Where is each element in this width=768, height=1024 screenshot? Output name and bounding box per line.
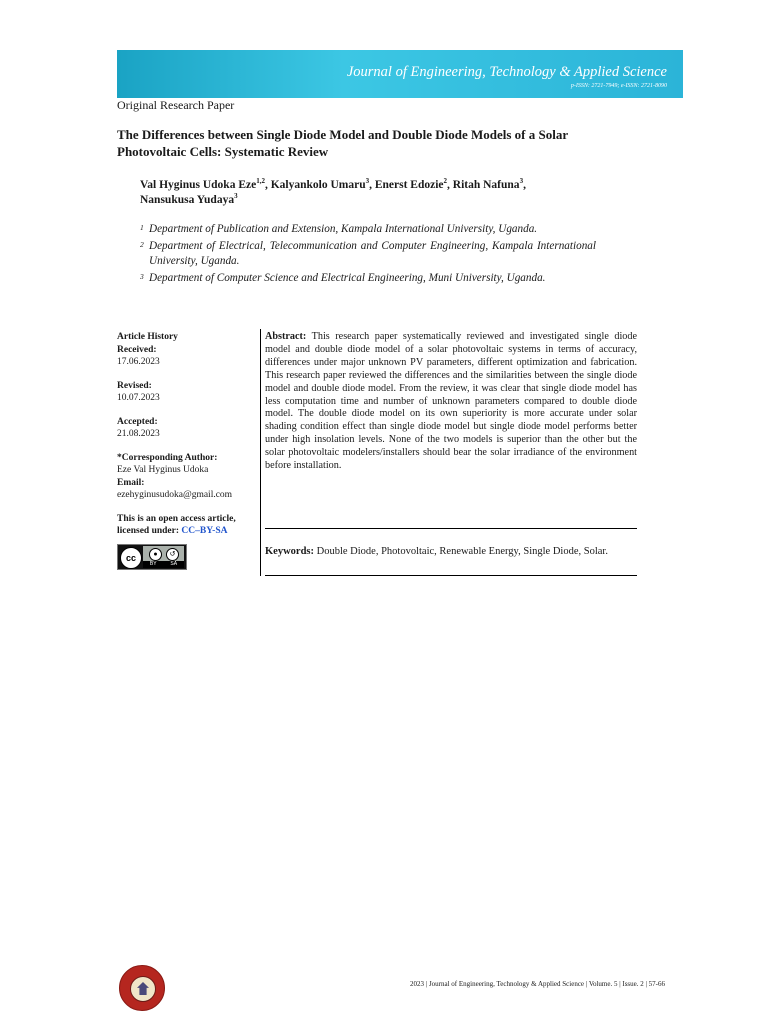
affiliation-text: Department of Computer Science and Electrical Engineering, Muni University, Uganda.: [149, 271, 546, 284]
author-name: Ritah Nafuna: [452, 179, 520, 191]
author-separator: ,: [369, 179, 375, 191]
affiliation-number: 2: [140, 239, 144, 249]
author-separator: ,: [447, 179, 453, 191]
author-name: Nansukusa Yudaya: [140, 194, 235, 206]
received-date: 17.06.2023: [117, 357, 160, 367]
email-label: Email:: [117, 477, 145, 488]
article-history-heading: Article History: [117, 332, 178, 342]
author-separator: ,: [264, 179, 271, 191]
author-name: Enerst Edozie: [374, 179, 444, 191]
author-affiliation-mark: 3: [519, 177, 524, 186]
paper-type: Original Research Paper: [117, 98, 235, 112]
paper-title: The Differences between Single Diode Model and Double Diode Models of a Solar Photovoltaic Cells: Systematic Review: [117, 127, 568, 159]
author-name: Kalyankolo Umaru: [270, 179, 366, 191]
author-separator: ,: [523, 179, 526, 191]
affiliation-text: Department of Electrical, Telecommunication and Computer Engineering, Kampala International University, Uganda.: [149, 239, 596, 267]
affiliation-item: [140, 239, 596, 270]
journal-issn: p-ISSN: 2721-7949; e-ISSN: 2721-8090: [570, 83, 667, 89]
keywords: [265, 545, 637, 558]
affiliation-item: [140, 222, 596, 238]
keywords-top-rule: [265, 528, 637, 529]
share-alike-icon: ↺: [166, 548, 179, 561]
sa-label: SA: [170, 560, 178, 567]
email-address[interactable]: ezehyginusudoka@gmail.com: [117, 490, 233, 500]
affiliation-text: Department of Publication and Extension, Kampala International University, Uganda.: [149, 223, 538, 235]
author-affiliation-mark: 3: [365, 177, 370, 186]
author-name: Val Hyginus Udoka Eze: [140, 179, 257, 191]
revised-date: 10.07.2023: [117, 393, 160, 403]
abstract-label: Abstract:: [265, 331, 307, 342]
cc-label-strip: [143, 561, 184, 568]
keywords-text: Double Diode, Photovoltaic, Renewable Energy, Single Diode, Solar.: [316, 546, 608, 557]
attribution-person-icon: ●: [149, 548, 162, 561]
keywords-label: Keywords:: [265, 546, 314, 557]
affiliation-number: 3: [140, 271, 144, 281]
cc-icon: cc: [120, 547, 142, 569]
keywords-bottom-rule: [265, 575, 637, 576]
journal-banner: [117, 50, 683, 98]
accepted-label: Accepted:: [117, 416, 158, 427]
page-footer: 2023 | Journal of Engineering, Technology & Applied Science | Volume. 5 | Issue. 2 | 57-66: [410, 980, 665, 988]
author-affiliation-mark: 2: [443, 177, 448, 186]
corresponding-author-label: *Corresponding Author:: [117, 452, 218, 463]
column-divider: [260, 329, 261, 576]
affiliation-item: [140, 271, 596, 287]
abstract: [265, 331, 637, 473]
license-statement: [117, 513, 257, 538]
author-list: [140, 178, 610, 208]
by-label: BY: [149, 560, 157, 567]
logo-house-icon: [137, 982, 149, 995]
publisher-logo: [119, 965, 165, 1011]
logo-emblem: [130, 976, 156, 1002]
article-sidebar: [117, 331, 257, 570]
journal-name: Journal of Engineering, Technology & Applied Science: [346, 64, 667, 80]
revised-label: Revised:: [117, 380, 152, 391]
corresponding-author-name: Eze Val Hyginus Udoka: [117, 465, 209, 475]
affiliation-list: [140, 222, 596, 287]
license-text: This is an open access article, licensed under:: [117, 513, 236, 536]
author-affiliation-mark: 3: [234, 192, 238, 201]
license-link[interactable]: CC–BY-SA: [181, 526, 228, 536]
author-affiliation-mark: 1,2: [256, 177, 265, 186]
cc-attribution-panel: [143, 546, 184, 568]
cc-by-sa-badge[interactable]: [117, 544, 187, 570]
received-label: Received:: [117, 344, 157, 355]
abstract-text: This research paper systematically reviewed and investigated single diode model and double diode model of a solar photovoltaic systems in terms of accuracy, differences under major unknown PV parameters, different optimization and fabrication. This research paper reviewed the differences and the similarities between the single diode model and double diode model. From the review, it was clear that single diode model has less computation time and number of unknown parameters compared to double diode model. The double diode model on its own superiority is more accurate under solar shading condition effect than single diode model but single diode model performs better under high insolation levels. None of the two models is superior than the other but the solar photovoltaic modelers/installers should bear the solar irradiance of the environment before installation.: [265, 331, 637, 472]
accepted-date: 21.08.2023: [117, 429, 160, 439]
affiliation-number: 1: [140, 223, 144, 232]
